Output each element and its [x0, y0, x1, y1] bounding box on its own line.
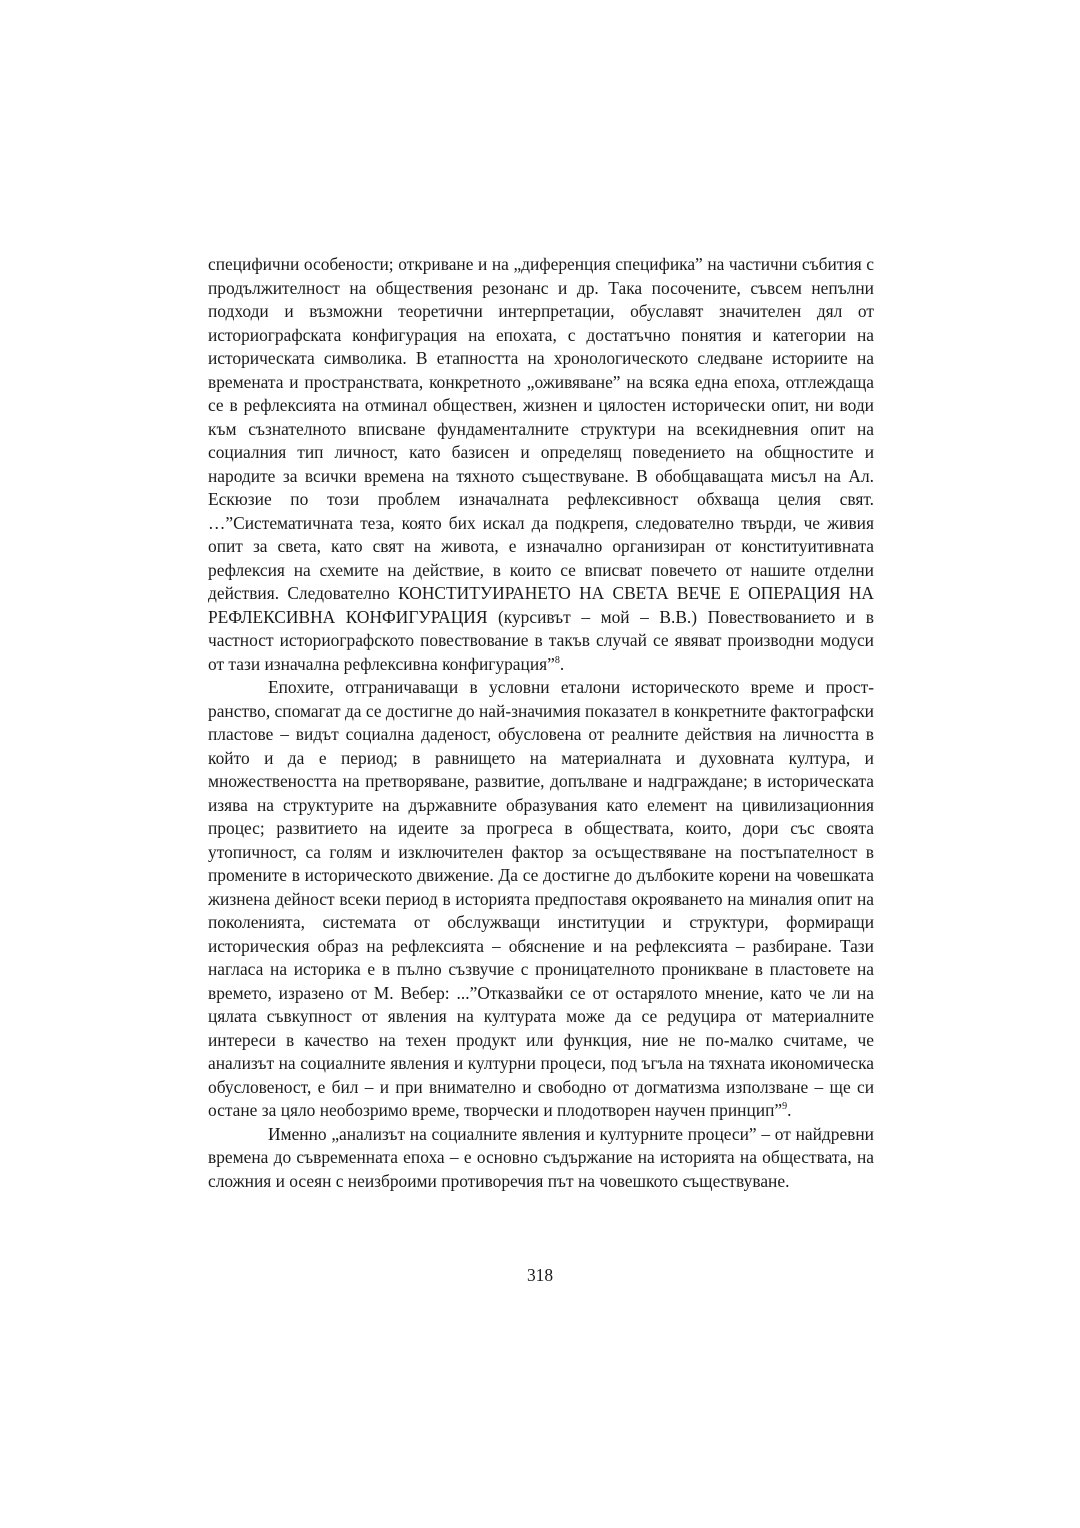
page-number: 318	[526, 1265, 554, 1285]
footnote-ref-9: 9	[782, 1101, 788, 1113]
footnote-ref-8: 8	[554, 654, 560, 666]
paragraph-1: специфични особености; откриване и на „диференция специфика” на частични събития с продължителност на обществения резонанс и др. Така посочените, съвсем непълни подходи и възможни теоретични интерпретации, обуславят значителен дял от историографската конфигурация на епохата, с достатъчно понятия и категории на историческата символика. В етапността на хронологическото следване историите на времената и пространствата, конкретното „оживяване” на всяка една епоха, отглеждаща се в рефлексията на отминал обществен, жизнен и цялостен исторически опит, ни води към съзнателното вписване фундаменталните структури на всекидневния опит на социалния тип личност, като базисен и определящ поведението на общностите и народите за всички времена на тяхното съществуване. В обобщаващата мисъл на Ал. Ескюзие по този проблем изначалната рефлексивност обхваща целия свят. …”Систематичната теза, която бих искал да подкрепя, следователно твърди, че живия опит за света, като свят на живота, е изначално организиран от конституитивната рефлексия на схемите на действие, в които се вписват повечето от нашите отделни действия. Следователно КОНСТИТУИРАНЕТО НА СВЕТА ВЕЧЕ Е ОПЕРАЦИЯ НА РЕФЛЕКСИВНА КОНФИГУРАЦИЯ (курсивът – мой – В.В.) Повествованието и в частност историографското повествование в такъв случай се явяват производни модуси от тази изначална рефлексивна конфигурация”$^8$.	[208, 254, 874, 674]
paragraph-3	[208, 1123, 874, 1194]
paragraph-1-text: специфични особености; откриване и на „диференция специфика” на частични събития с продължителност на обществения резонанс и др. Така посочените, съвсем непълни подходи и възможни теоретични интерпретации, обуславят значителен дял от историографската конфигурация на епохата, с достатъчно понятия и категории на историческата символика. В етапността на хронологическото следване историите на времената и пространствата, конкретното „оживяване” на всяка една епоха, отглеждаща се в рефлексията на отминал обществен, жизнен и цялостен исторически опит, ни води към съзнателното вписване фундаменталните структури на всекидневния опит на социалния тип личност, като базисен и определящ поведението на общностите и народите за всички времена на тяхното съществуване. В обобщаващата мисъл на Ал. Ескюзие по този проблем изначалната рефлексивност обхваща целия свят. …”Систематичната теза, която бих искал да подкрепя, следователно твърди, че живия опит за света, като свят на живота, е изначално организиран от конституитивната рефлексия на схемите на действие, в които се вписват повечето от нашите отделни действия. Следователно КОНСТИТУИРАНЕТО НА СВЕТА ВЕЧЕ Е ОПЕРАЦИЯ НА РЕФЛЕКСИВНА КОНФИГУРАЦИЯ (курсивът – мой – В.В.) Повествованието и в частност историографското повествование в такъв случай се явяват производни модуси от тази изначална рефлексивна конфигурация”	[208, 254, 874, 674]
paragraph-3-text: Именно „анализът на социалните явления и културните процеси” – от найдревни времена до съвременната епоха – е основно съдържание на историята на обществата, на сложния и осеян с неизброими противоречия път на човешкото съществуване.	[208, 1123, 874, 1191]
paragraph-2-text: Епохите, отграничаващи в условни еталони историческото време и пространство, спомагат да се достигне до най-значимия показател в конкретните фактографски пластове – видът социална даденост, обусловена от реалните действия на личността в който и да е период; в равнището на материалната и духовната култура, и множествеността на претворяване, развитие, допълване и надграждане; в историческата изява на структурите на държавните образувания като елемент на цивилизационния процес; развитието на идеите за прогреса в обществата, които, дори със своята утопичност, са голям и изключителен фактор за осъществяване на постъпателност в промените в историческото движение. Да се достигне до дълбоките корени на човешката жизнена дейност всеки период в историята предпоставя окрояването на миналия опит на поколенията, системата от обслужващи институции и структури, формиращи историческия образ на рефлексията – обяснение и на рефлексията – разбиране. Тази нагласа на историка е в пълно съзвучие с проницателното проникване в пластовете на времето, изразено от М. Вебер: ...”Отказвайки се от остарялото мнение, като че ли на цялата съвкупност от явления на културата може да се редуцира от материалните интереси в качество на техен продукт или функция, ние не по-малко считаме, че анализът на социалните явления и културни процеси, под ъгъла на тяхната икономическа обусловеност, е бил – и при внимателно и свободно от догматизма използване – ще си остане за цяло необозримо време, творчески и плодотворен научен принцип”	[208, 677, 874, 1120]
page-text-block	[208, 253, 874, 1193]
paragraph-2: Епохите, отграничаващи в условни еталони историческото време и пространство, спомагат да се достигне до най-значимия показател в конкретните фактографски пластове – видът социална даденост, обусловена от реалните действия на личността в който и да е период; в равнището на материалната и духовната култура, и множествеността на претворяване, развитие, допълване и надграждане; в историческата изява на структурите на държавните образувания като елемент на цивилизационния процес; развитието на идеите за прогреса в обществата, които, дори със своята утопичност, са голям и изключителен фактор за осъществяване на постъпателност в промените в историческото движение. Да се достигне до дълбоките корени на човешката жизнена дейност всеки период в историята предпоставя окрояването на миналия опит на поколенията, системата от обслужващи институции и структури, формиращи историческия образ на рефлексията – обяснение и на рефлексията – разбиране. Тази нагласа на историка е в пълно съзвучие с проницателното проникване в пластовете на времето, изразено от М. Вебер: ...”Отказвайки се от остарялото мнение, като че ли на цялата съвкупност от явления на културата може да се редуцира от материалните интереси в качество на техен продукт или функция, ние не по-малко считаме, че анализът на социалните явления и културни процеси, под ъгъла на тяхната икономическа обусловеност, е бил – и при внимателно и свободно от догматизма използване – ще си остане за цяло необозримо време, творчески и плодотворен научен принцип”$^9$.	[208, 677, 874, 1120]
